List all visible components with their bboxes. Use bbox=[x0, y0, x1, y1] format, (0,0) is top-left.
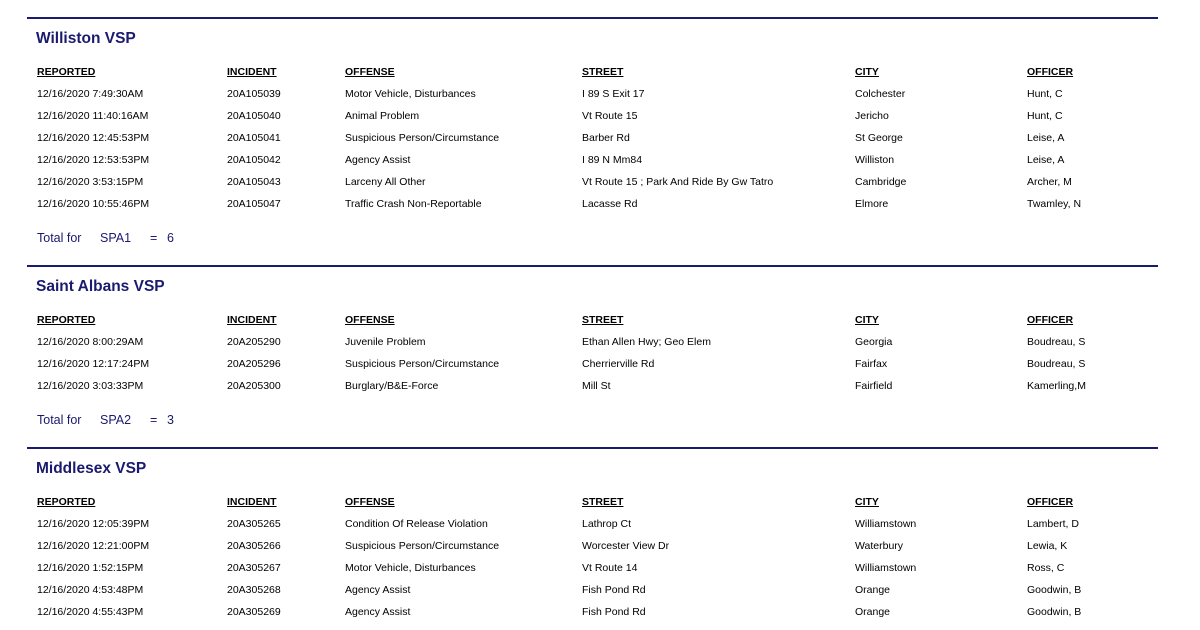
city-cell: Williamstown bbox=[855, 518, 917, 530]
column-header-row bbox=[0, 496, 1200, 510]
table-row bbox=[0, 154, 1200, 168]
street-cell: Vt Route 15 bbox=[582, 110, 638, 122]
column-header-row bbox=[0, 66, 1200, 80]
table-row bbox=[0, 110, 1200, 124]
street-cell: I 89 N Mm84 bbox=[582, 154, 643, 166]
officer-cell: Hunt, C bbox=[1027, 110, 1063, 122]
section-divider bbox=[27, 17, 1158, 19]
total-equals: = bbox=[150, 231, 158, 245]
incident-cell: 20A105043 bbox=[227, 176, 281, 188]
col-officer-header: OFFICER bbox=[1027, 496, 1074, 508]
offense-cell: Motor Vehicle, Disturbances bbox=[345, 562, 476, 574]
table-row bbox=[0, 540, 1200, 554]
section-divider bbox=[27, 447, 1158, 449]
section-divider bbox=[27, 265, 1158, 267]
total-label: Total for bbox=[37, 231, 82, 245]
street-cell: I 89 S Exit 17 bbox=[582, 88, 645, 100]
incident-cell: 20A205300 bbox=[227, 380, 281, 392]
officer-cell: Lambert, D bbox=[1027, 518, 1079, 530]
reported-cell: 12/16/2020 4:53:48PM bbox=[37, 584, 144, 596]
reported-cell: 12/16/2020 8:00:29AM bbox=[37, 336, 144, 348]
offense-cell: Suspicious Person/Circumstance bbox=[345, 132, 500, 144]
offense-cell: Animal Problem bbox=[345, 110, 420, 122]
city-cell: Williamstown bbox=[855, 562, 917, 574]
total-label: Total for bbox=[37, 413, 82, 427]
table-row bbox=[0, 198, 1200, 212]
offense-cell: Burglary/B&E-Force bbox=[345, 380, 439, 392]
street-cell: Vt Route 15 ; Park And Ride By Gw Tatro bbox=[582, 176, 774, 188]
city-cell: Elmore bbox=[855, 198, 889, 210]
total-equals: = bbox=[150, 413, 158, 427]
incident-cell: 20A205290 bbox=[227, 336, 281, 348]
col-incident-header: INCIDENT bbox=[227, 496, 277, 508]
officer-cell: Twamley, N bbox=[1027, 198, 1082, 210]
reported-cell: 12/16/2020 12:05:39PM bbox=[37, 518, 150, 530]
incident-cell: 20A205296 bbox=[227, 358, 281, 370]
col-offense-header: OFFENSE bbox=[345, 66, 395, 78]
street-cell: Mill St bbox=[582, 380, 611, 392]
col-reported-header: REPORTED bbox=[37, 496, 96, 508]
table-row bbox=[0, 518, 1200, 532]
officer-cell: Goodwin, B bbox=[1027, 606, 1082, 618]
reported-cell: 12/16/2020 3:53:15PM bbox=[37, 176, 144, 188]
incident-cell: 20A105041 bbox=[227, 132, 281, 144]
offense-cell: Suspicious Person/Circumstance bbox=[345, 540, 500, 552]
officer-cell: Leise, A bbox=[1027, 154, 1065, 166]
col-street-header: STREET bbox=[582, 496, 624, 508]
table-row bbox=[0, 132, 1200, 146]
total-count: 3 bbox=[167, 413, 174, 427]
city-cell: St George bbox=[855, 132, 903, 144]
table-row bbox=[0, 380, 1200, 394]
section-title: Williston VSP bbox=[36, 30, 136, 47]
officer-cell: Goodwin, B bbox=[1027, 584, 1082, 596]
city-cell: Jericho bbox=[855, 110, 889, 122]
offense-cell: Agency Assist bbox=[345, 584, 411, 596]
street-cell: Worcester View Dr bbox=[582, 540, 670, 552]
col-city-header: CITY bbox=[855, 496, 879, 508]
reported-cell: 12/16/2020 7:49:30AM bbox=[37, 88, 144, 100]
col-incident-header: INCIDENT bbox=[227, 66, 277, 78]
table-row bbox=[0, 358, 1200, 372]
col-street-header: STREET bbox=[582, 66, 624, 78]
incident-cell: 20A305267 bbox=[227, 562, 281, 574]
city-cell: Fairfax bbox=[855, 358, 888, 370]
city-cell: Williston bbox=[855, 154, 895, 166]
section-title: Saint Albans VSP bbox=[36, 278, 165, 295]
incident-cell: 20A305268 bbox=[227, 584, 281, 596]
city-cell: Orange bbox=[855, 584, 891, 596]
officer-cell: Ross, C bbox=[1027, 562, 1065, 574]
street-cell: Ethan Allen Hwy; Geo Elem bbox=[582, 336, 711, 348]
col-officer-header: OFFICER bbox=[1027, 66, 1074, 78]
col-reported-header: REPORTED bbox=[37, 66, 96, 78]
col-street-header: STREET bbox=[582, 314, 624, 326]
table-row bbox=[0, 176, 1200, 190]
reported-cell: 12/16/2020 12:53:53PM bbox=[37, 154, 150, 166]
officer-cell: Hunt, C bbox=[1027, 88, 1063, 100]
city-cell: Fairfield bbox=[855, 380, 893, 392]
total-count: 6 bbox=[167, 231, 174, 245]
reported-cell: 12/16/2020 12:17:24PM bbox=[37, 358, 150, 370]
offense-cell: Condition Of Release Violation bbox=[345, 518, 488, 530]
offense-cell: Agency Assist bbox=[345, 154, 411, 166]
city-cell: Waterbury bbox=[855, 540, 904, 552]
col-offense-header: OFFENSE bbox=[345, 314, 395, 326]
street-cell: Vt Route 14 bbox=[582, 562, 638, 574]
incident-cell: 20A105042 bbox=[227, 154, 281, 166]
col-officer-header: OFFICER bbox=[1027, 314, 1074, 326]
offense-cell: Agency Assist bbox=[345, 606, 411, 618]
incident-cell: 20A105039 bbox=[227, 88, 281, 100]
offense-cell: Suspicious Person/Circumstance bbox=[345, 358, 500, 370]
table-row bbox=[0, 606, 1200, 620]
city-cell: Orange bbox=[855, 606, 891, 618]
reported-cell: 12/16/2020 12:21:00PM bbox=[37, 540, 150, 552]
col-offense-header: OFFENSE bbox=[345, 496, 395, 508]
street-cell: Fish Pond Rd bbox=[582, 606, 646, 618]
reported-cell: 12/16/2020 10:55:46PM bbox=[37, 198, 150, 210]
total-code: SPA1 bbox=[100, 231, 132, 245]
reported-cell: 12/16/2020 4:55:43PM bbox=[37, 606, 144, 618]
column-header-row bbox=[0, 314, 1200, 328]
section-title: Middlesex VSP bbox=[36, 460, 147, 477]
offense-cell: Traffic Crash Non-Reportable bbox=[345, 198, 482, 210]
col-city-header: CITY bbox=[855, 66, 879, 78]
officer-cell: Kamerling,M bbox=[1027, 380, 1086, 392]
officer-cell: Boudreau, S bbox=[1027, 336, 1086, 348]
table-row bbox=[0, 336, 1200, 350]
street-cell: Cherrierville Rd bbox=[582, 358, 655, 370]
offense-cell: Larceny All Other bbox=[345, 176, 426, 188]
street-cell: Fish Pond Rd bbox=[582, 584, 646, 596]
city-cell: Cambridge bbox=[855, 176, 907, 188]
city-cell: Colchester bbox=[855, 88, 906, 100]
street-cell: Lacasse Rd bbox=[582, 198, 638, 210]
reported-cell: 12/16/2020 12:45:53PM bbox=[37, 132, 150, 144]
street-cell: Lathrop Ct bbox=[582, 518, 632, 530]
incident-cell: 20A105047 bbox=[227, 198, 281, 210]
incident-cell: 20A105040 bbox=[227, 110, 281, 122]
officer-cell: Boudreau, S bbox=[1027, 358, 1086, 370]
col-city-header: CITY bbox=[855, 314, 879, 326]
incident-cell: 20A305269 bbox=[227, 606, 281, 618]
reported-cell: 12/16/2020 1:52:15PM bbox=[37, 562, 144, 574]
reported-cell: 12/16/2020 3:03:33PM bbox=[37, 380, 144, 392]
street-cell: Barber Rd bbox=[582, 132, 630, 144]
table-row bbox=[0, 562, 1200, 576]
officer-cell: Archer, M bbox=[1027, 176, 1072, 188]
col-reported-header: REPORTED bbox=[37, 314, 96, 326]
table-row bbox=[0, 584, 1200, 598]
offense-cell: Motor Vehicle, Disturbances bbox=[345, 88, 476, 100]
city-cell: Georgia bbox=[855, 336, 893, 348]
col-incident-header: INCIDENT bbox=[227, 314, 277, 326]
officer-cell: Lewia, K bbox=[1027, 540, 1068, 552]
incident-cell: 20A305266 bbox=[227, 540, 281, 552]
incident-cell: 20A305265 bbox=[227, 518, 281, 530]
total-code: SPA2 bbox=[100, 413, 132, 427]
reported-cell: 12/16/2020 11:40:16AM bbox=[37, 110, 149, 122]
table-row bbox=[0, 88, 1200, 102]
officer-cell: Leise, A bbox=[1027, 132, 1065, 144]
offense-cell: Juvenile Problem bbox=[345, 336, 426, 348]
